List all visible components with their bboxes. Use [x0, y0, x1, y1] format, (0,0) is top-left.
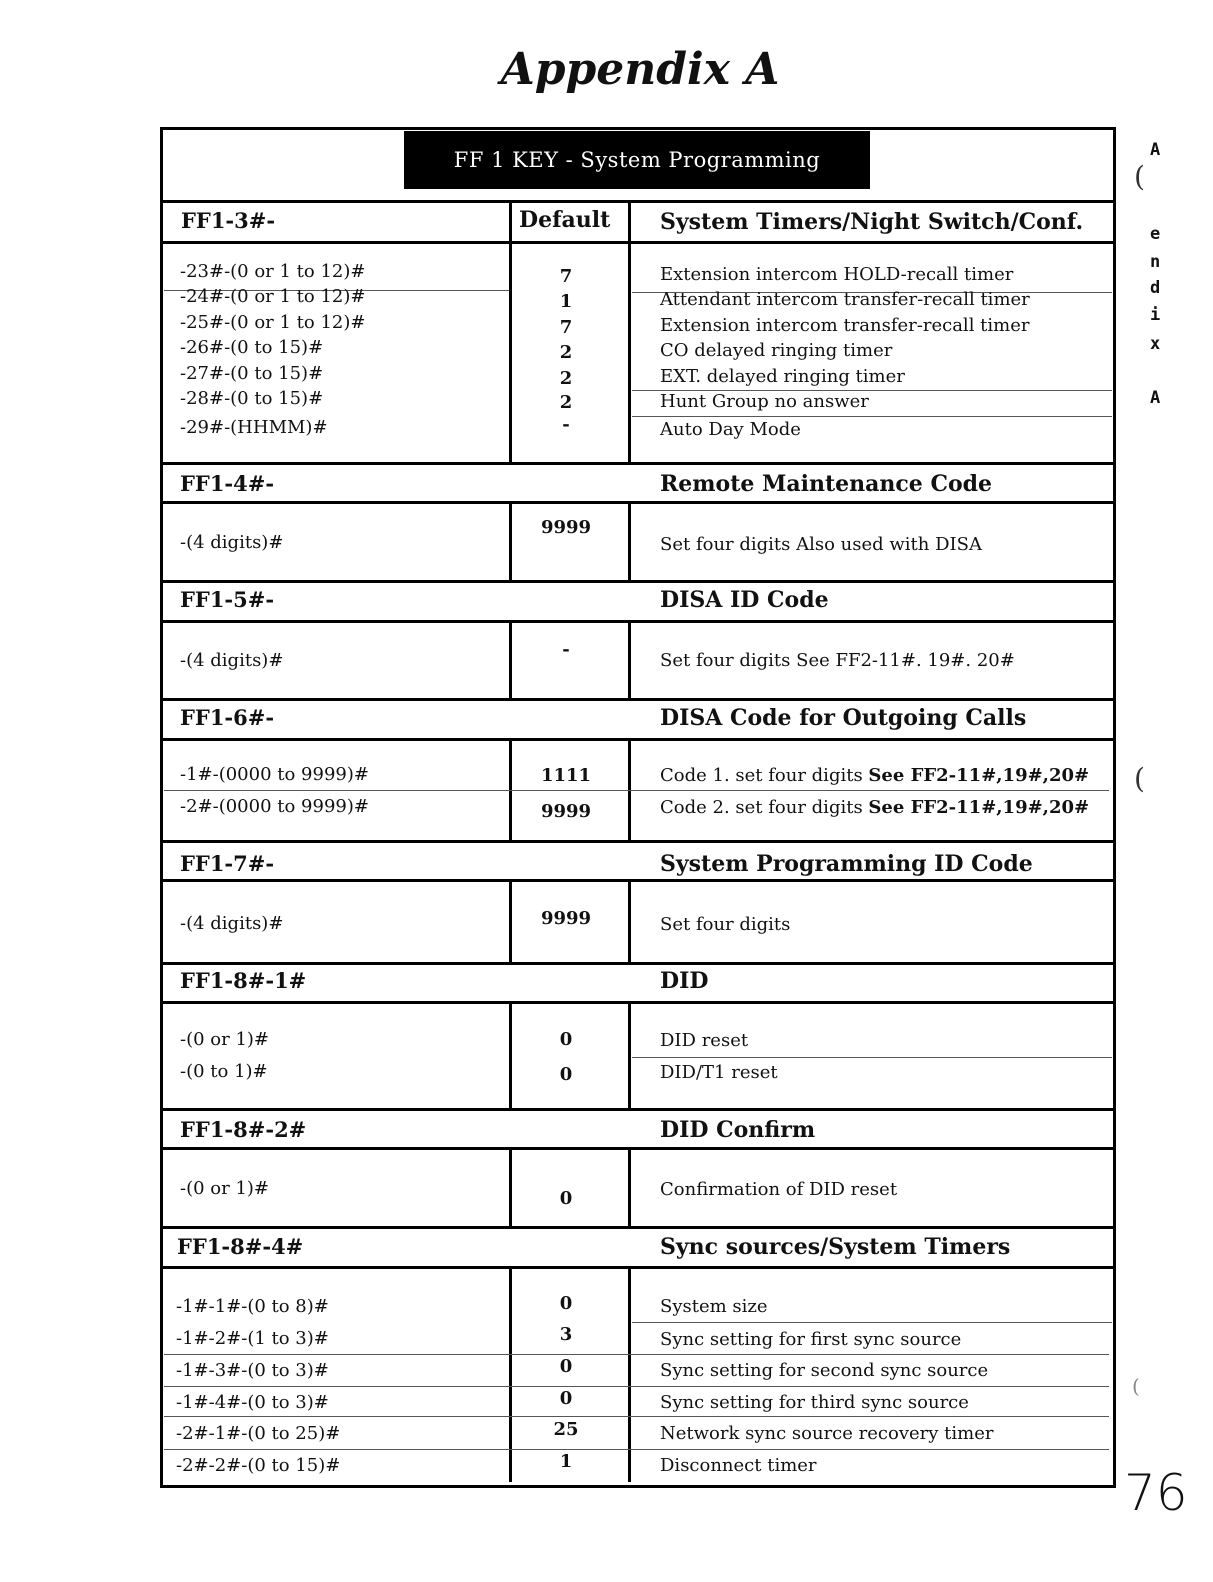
rule	[160, 200, 1116, 203]
row-desc-text: Code 1. set four digits	[660, 765, 869, 786]
rule	[160, 580, 1116, 583]
column-divider	[628, 501, 631, 580]
row-code: -23#-(0 or 1 to 12)#	[180, 261, 366, 282]
margin-mark: (	[1134, 762, 1145, 795]
row-desc: Sync setting for first sync source	[660, 1329, 962, 1350]
row-line	[164, 1449, 1109, 1450]
row-default: 1	[559, 1451, 573, 1472]
side-tab-letter: e	[1150, 224, 1161, 244]
column-divider	[628, 1147, 631, 1226]
section-code: FF1-7#-	[180, 851, 275, 876]
rule	[160, 879, 1116, 882]
row-code: -(0 or 1)#	[180, 1178, 269, 1199]
row-default: 25	[553, 1419, 579, 1440]
column-divider	[509, 738, 512, 840]
rule	[160, 738, 1116, 741]
row-desc: DID/T1 reset	[660, 1062, 778, 1083]
rule	[160, 1226, 1116, 1229]
row-line	[632, 1322, 1112, 1323]
page-title: Appendix A	[500, 44, 780, 95]
row-code: -(4 digits)#	[180, 913, 284, 934]
row-desc: Sync setting for third sync source	[660, 1392, 969, 1413]
row-default: 0	[559, 1293, 573, 1314]
row-desc-ref: See FF2-11#,19#,20#	[868, 797, 1090, 818]
section-code: FF1-5#-	[180, 587, 275, 612]
section-title: DISA Code for Outgoing Calls	[660, 705, 1027, 731]
row-default: 0	[559, 1356, 573, 1377]
section-title: System Timers/Night Switch/Conf.	[660, 209, 1084, 235]
side-tab-letter: i	[1150, 305, 1161, 325]
row-code: -2#-(0000 to 9999)#	[180, 796, 369, 817]
page-number: 76	[1124, 1464, 1188, 1522]
rule	[160, 241, 1116, 244]
row-desc	[660, 765, 1089, 786]
row-default: 9999	[540, 801, 592, 822]
rule	[160, 962, 1116, 965]
side-tab-letter: x	[1150, 334, 1161, 354]
row-desc: CO delayed ringing timer	[660, 340, 893, 361]
section-code: FF1-4#-	[180, 471, 275, 496]
row-desc: Confirmation of DID reset	[660, 1179, 898, 1200]
rule	[160, 620, 1116, 623]
row-default: 2	[559, 392, 573, 413]
section-title: DID	[660, 968, 709, 994]
section-title: DISA ID Code	[660, 587, 829, 613]
rule	[160, 501, 1116, 504]
row-code: -25#-(0 or 1 to 12)#	[180, 312, 366, 333]
column-divider	[628, 738, 631, 840]
row-code: -(0 or 1)#	[180, 1029, 269, 1050]
section-code: FF1-8#-2#	[180, 1117, 307, 1142]
margin-mark: (	[1134, 160, 1145, 193]
row-code: -2#-2#-(0 to 15)#	[176, 1455, 341, 1476]
row-line	[632, 1057, 1112, 1058]
row-desc: Set four digits See FF2-11#. 19#. 20#	[660, 650, 1015, 671]
row-code: -2#-1#-(0 to 25)#	[176, 1423, 341, 1444]
rule	[160, 840, 1116, 843]
row-desc: System size	[660, 1296, 768, 1317]
row-code: -1#-3#-(0 to 3)#	[176, 1360, 329, 1381]
row-default: 1	[559, 291, 573, 312]
rule	[160, 1266, 1116, 1269]
row-default: 3	[559, 1324, 573, 1345]
row-code: -26#-(0 to 15)#	[180, 337, 324, 358]
row-code: -(0 to 1)#	[180, 1061, 268, 1082]
rule	[160, 1001, 1116, 1004]
row-desc: Auto Day Mode	[660, 419, 801, 440]
row-desc: EXT. delayed ringing timer	[660, 366, 905, 387]
section-code: FF1-3#-	[181, 208, 276, 233]
row-default: 7	[559, 317, 573, 338]
row-default: 0	[559, 1188, 573, 1209]
side-tab-letter: A	[1150, 388, 1161, 408]
row-code: -1#-(0000 to 9999)#	[180, 764, 369, 785]
column-header-default: Default	[519, 207, 611, 233]
section-code: FF1-6#-	[180, 705, 275, 730]
row-code: -(4 digits)#	[180, 650, 284, 671]
row-line	[164, 1354, 1109, 1355]
row-default: 0	[559, 1388, 573, 1409]
section-code: FF1-8#-1#	[180, 968, 307, 993]
row-desc	[660, 797, 1089, 818]
row-desc: Extension intercom transfer-recall timer	[660, 315, 1030, 336]
row-code: -1#-4#-(0 to 3)#	[176, 1392, 329, 1413]
column-divider	[628, 1001, 631, 1108]
row-desc-text: Code 2. set four digits	[660, 797, 869, 818]
row-default: 2	[559, 342, 573, 363]
side-tab-letter: n	[1150, 252, 1161, 272]
section-code: FF1-8#-4#	[177, 1234, 304, 1259]
section-title: DID Confirm	[660, 1117, 816, 1143]
row-desc-ref: See FF2-11#,19#,20#	[868, 765, 1090, 786]
row-desc: Set four digits Also used with DISA	[660, 534, 982, 555]
column-divider	[628, 879, 631, 962]
row-desc: Set four digits	[660, 914, 791, 935]
rule	[160, 1108, 1116, 1111]
section-title: System Programming ID Code	[660, 851, 1033, 877]
row-default: 7	[559, 266, 573, 287]
rule	[160, 1147, 1116, 1150]
rule	[160, 462, 1116, 465]
row-desc: Extension intercom HOLD-recall timer	[660, 264, 1014, 285]
row-default: -	[562, 639, 570, 660]
section-title: Sync sources/System Timers	[660, 1234, 1011, 1260]
row-desc: Network sync source recovery timer	[660, 1423, 994, 1444]
row-line	[164, 790, 1109, 791]
column-divider	[509, 501, 512, 580]
column-divider	[628, 200, 631, 462]
row-line	[632, 416, 1112, 417]
section-title: Remote Maintenance Code	[660, 471, 993, 497]
row-line	[164, 1386, 1109, 1387]
row-code: -(4 digits)#	[180, 532, 284, 553]
side-tab-letter: A	[1150, 140, 1161, 160]
row-default: 9999	[540, 908, 592, 929]
row-line	[164, 1416, 1109, 1417]
rule	[160, 698, 1116, 701]
row-default: 0	[559, 1029, 573, 1050]
row-desc: Sync setting for second sync source	[660, 1360, 989, 1381]
row-default: 1111	[540, 765, 592, 786]
row-desc: Disconnect timer	[660, 1455, 817, 1476]
row-default: 9999	[540, 517, 592, 538]
row-default: 2	[559, 368, 573, 389]
row-code: -1#-1#-(0 to 8)#	[176, 1296, 329, 1317]
column-divider	[509, 1001, 512, 1108]
row-code: -27#-(0 to 15)#	[180, 363, 324, 384]
side-tab-letter: d	[1150, 278, 1161, 298]
column-divider	[509, 1147, 512, 1226]
row-desc: DID reset	[660, 1030, 749, 1051]
row-code: -28#-(0 to 15)#	[180, 388, 324, 409]
margin-mark: (	[1132, 1374, 1140, 1398]
row-desc: Attendant intercom transfer-recall timer	[660, 289, 1030, 310]
row-desc: Hunt Group no answer	[660, 391, 869, 412]
row-code: -24#-(0 or 1 to 12)#	[180, 286, 366, 307]
row-code: -29#-(HHMM)#	[180, 417, 328, 438]
table-header: FF 1 KEY - System Programming	[404, 131, 870, 189]
column-divider	[628, 620, 631, 698]
row-code: -1#-2#-(1 to 3)#	[176, 1328, 329, 1349]
row-default: 0	[559, 1064, 573, 1085]
row-default: -	[562, 414, 570, 435]
